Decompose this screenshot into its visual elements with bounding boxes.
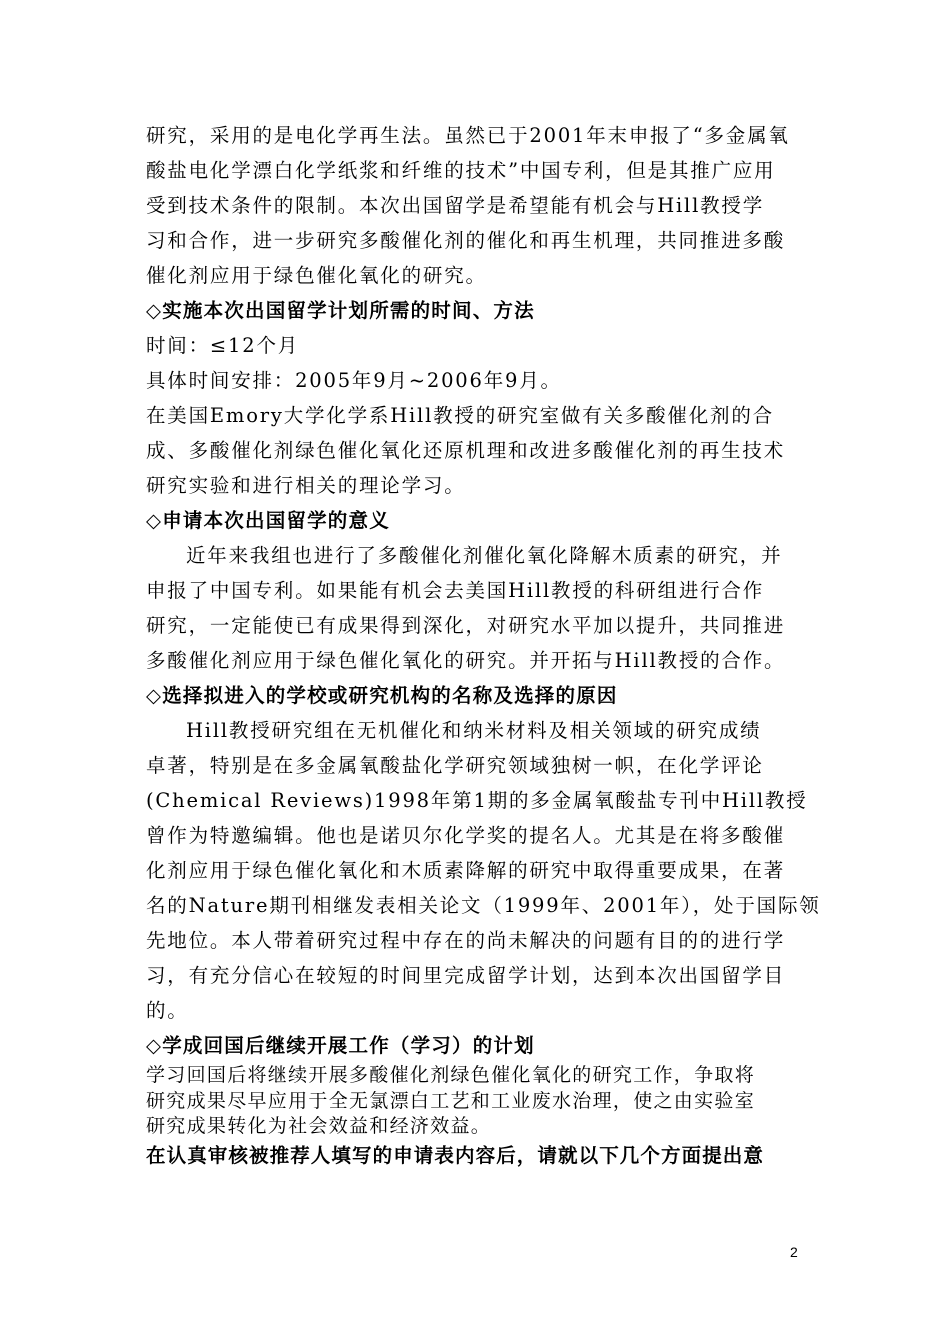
- text-line: 曾作为特邀编辑。他也是诺贝尔化学奖的提名人。尤其是在将多酸催: [146, 824, 786, 847]
- text-line: 化剂应用于绿色催化氧化和木质素降解的研究中取得重要成果，在著: [146, 859, 786, 882]
- text-line: 名的Nature期刊相继发表相关论文（1999年、2001年），处于国际领: [146, 894, 821, 917]
- text-line: 研究成果尽早应用于全无氯漂白工艺和工业废水治理，使之由实验室: [146, 1089, 756, 1112]
- text-line: 研究，采用的是电化学再生法。虽然已于2001年末申报了“多金属氧: [146, 124, 790, 147]
- text-line: 催化剂应用于绿色催化氧化的研究。: [146, 264, 487, 287]
- text-line: 研究成果转化为社会效益和经济效益。: [146, 1115, 492, 1137]
- text-line: 的。: [146, 999, 189, 1022]
- closing-line: 在认真审核被推荐人填写的申请表内容后，请就以下几个方面提出意: [146, 1143, 765, 1167]
- section-heading: ◇申请本次出国留学的意义: [146, 509, 390, 532]
- text-line: 习，有充分信心在较短的时间里完成留学计划，达到本次出国留学目: [146, 964, 786, 987]
- text-line: 近年来我组也进行了多酸催化剂催化氧化降解木质素的研究，并: [186, 544, 783, 567]
- text-line: 习和合作，进一步研究多酸催化剂的催化和再生机理，共同推进多酸: [146, 229, 786, 252]
- section-heading: ◇学成回国后继续开展工作（学习）的计划: [146, 1034, 535, 1057]
- section-time-method: [146, 293, 810, 503]
- document-body: [146, 118, 821, 1172]
- text-line: 酸盐电化学漂白化学纸浆和纤维的技术”中国专利，但是其推广应用: [146, 159, 776, 182]
- section-heading: ◇实施本次出国留学计划所需的时间、方法: [146, 299, 535, 322]
- text-line: 具体时间安排：2005年9月~2006年9月。: [146, 369, 562, 392]
- text-line: 卓著，特别是在多金属氧酸盐化学研究领域独树一帜，在化学评论: [146, 754, 764, 777]
- text-line: Hill教授研究组在无机催化和纳米材料及相关领域的研究成绩: [186, 719, 762, 742]
- text-line: 申报了中国专利。如果能有机会去美国Hill教授的科研组进行合作: [146, 579, 765, 602]
- section-return-plan: [146, 1028, 810, 1140]
- text-line: 研究实验和进行相关的理论学习。: [146, 474, 466, 497]
- text-line: (Chemical Reviews)1998年第1期的多金属氧酸盐专刊中Hill教授: [146, 789, 808, 812]
- text-line: 受到技术条件的限制。本次出国留学是希望能有机会与Hill教授学: [146, 194, 765, 217]
- text-line: 多酸催化剂应用于绿色催化氧化的研究。并开拓与Hill教授的合作。: [146, 649, 786, 672]
- text-line: 先地位。本人带着研究过程中存在的尚未解决的问题有目的的进行学: [146, 929, 786, 952]
- section-heading: ◇选择拟进入的学校或研究机构的名称及选择的原因: [146, 684, 618, 707]
- section-significance: [146, 503, 810, 678]
- paragraph-continued: [146, 118, 810, 293]
- text-line: 研究，一定能使已有成果得到深化，对研究水平加以提升，共同推进: [146, 614, 786, 637]
- text-line: 时间：≤12个月: [146, 334, 300, 357]
- text-line: 成、多酸催化剂绿色催化氧化还原机理和改进多酸催化剂的再生技术: [146, 439, 786, 462]
- page-number: 2: [790, 1244, 798, 1260]
- section-institution-reason: [146, 678, 821, 1028]
- text-line: 在美国Emory大学化学系Hill教授的研究室做有关多酸催化剂的合: [146, 404, 774, 427]
- text-line: 学习回国后将继续开展多酸催化剂绿色催化氧化的研究工作，争取将: [146, 1064, 756, 1086]
